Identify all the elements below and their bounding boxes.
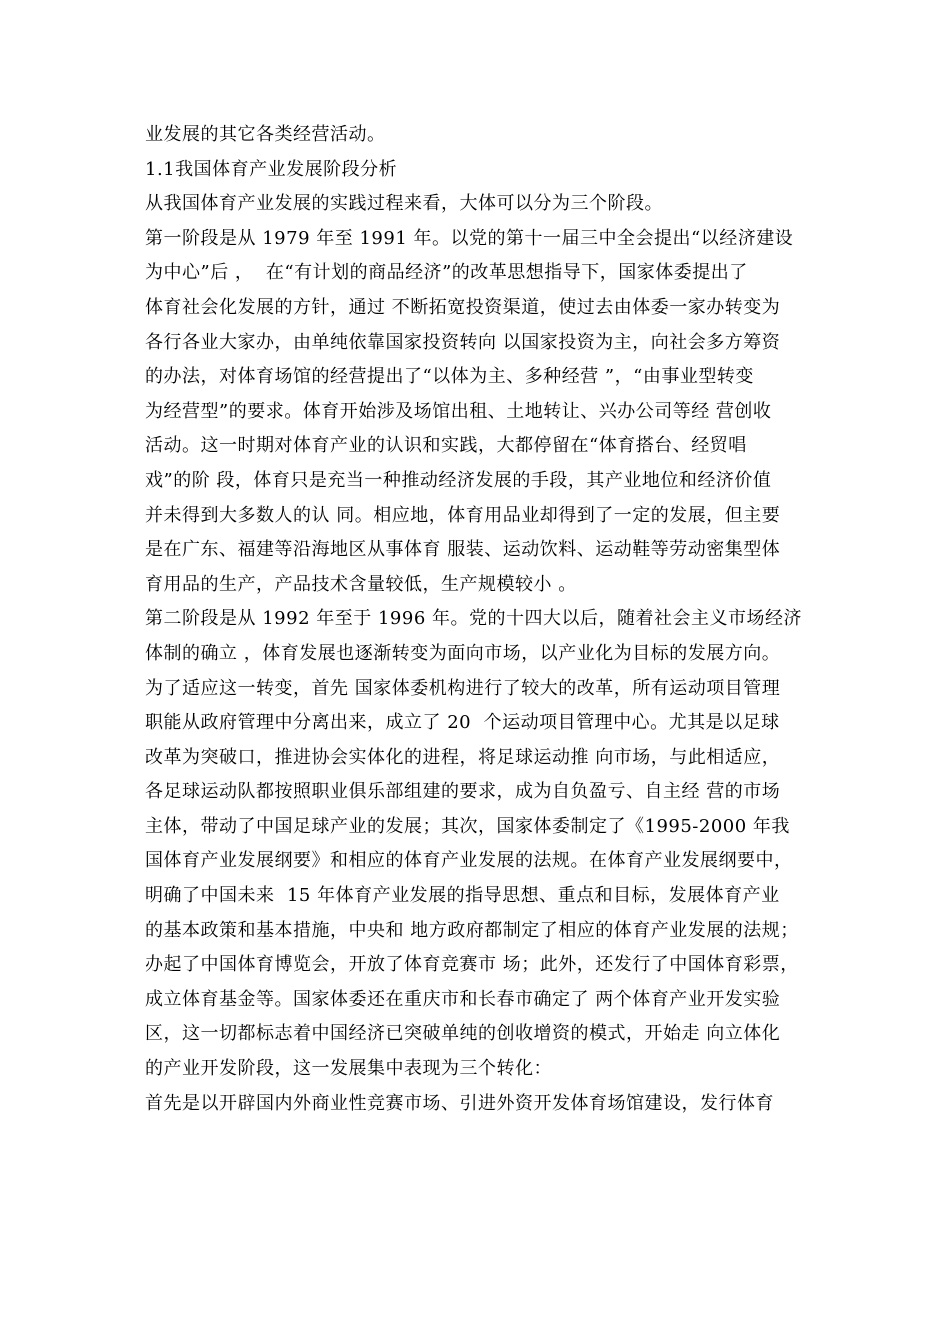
text-line: 各行各业大家办，由单纯依靠国家投资转向 以国家投资为主，向社会多方筹资 <box>145 331 781 353</box>
text-line: 各足球运动队都按照职业俱乐部组建的要求，成为自负盈亏、自主经 营的市场 <box>145 781 781 803</box>
text-line: 是在广东、福建等沿海地区从事体育 服装、运动饮料、运动鞋等劳动密集型体 <box>145 539 781 561</box>
text-line: 体制的确立 ，体育发展也逐渐转变为面向市场，以产业化为目标的发展方向。 <box>145 642 781 664</box>
text-line: 第二阶段是从 1992 年至于 1996 年。党的十四大以后，随着社会主义市场经济 <box>145 608 803 630</box>
text-line: 体育社会化发展的方针，通过 不断拓宽投资渠道，使过去由体委一家办转变为 <box>145 296 781 318</box>
text-line: 为中心”后 ， 在“有计划的商品经济”的改革思想指导下，国家体委提出了 <box>145 262 748 284</box>
text-line: 业发展的其它各类经营活动。 <box>145 124 386 145</box>
text-line: 区，这一切都标志着中国经济已突破单纯的创收增资的模式，开始走 向立体化 <box>145 1023 781 1045</box>
text-line: 办起了中国体育博览会，开放了体育竞赛市 场；此外，还发行了中国体育彩票， <box>145 954 799 976</box>
section-heading: 1.1我国体育产业发展阶段分析 <box>145 158 398 180</box>
text-line: 从我国体育产业发展的实践过程来看，大体可以分为三个阶段。 <box>145 193 663 215</box>
text-line: 为了适应这一转变，首先 国家体委机构进行了较大的改革，所有运动项目管理 <box>145 677 781 699</box>
text-line: 的基本政策和基本措施，中央和 地方政府都制定了相应的体育产业发展的法规； <box>145 919 799 941</box>
text-line: 为经营型”的要求。体育开始涉及场馆出租、土地转让、兴办公司等经 营创收 <box>145 400 772 422</box>
text-line: 活动。这一时期对体育产业的认识和实践，大都停留在“体育搭台、经贸唱 <box>145 435 747 457</box>
text-line: 国体育产业发展纲要》和相应的体育产业发展的法规。在体育产业发展纲要中， <box>145 850 793 872</box>
text-line: 戏”的阶 段，体育只是充当一种推动经济发展的手段，其产业地位和经济价值 <box>145 469 772 491</box>
text-line: 首先是以开辟国内外商业性竞赛市场、引进外资开发体育场馆建设，发行体育 <box>145 1092 774 1114</box>
text-line: 明确了中国未来 15 年体育产业发展的指导思想、重点和目标，发展体育产业 <box>145 885 780 907</box>
text-line: 成立体育基金等。国家体委还在重庆市和长春市确定了 两个体育产业开发实验 <box>145 988 781 1010</box>
text-line: 的办法，对体育场馆的经营提出了“以体为主、多种经营 ”，“由事业型转变 <box>145 366 754 388</box>
text-line: 第一阶段是从 1979 年至 1991 年。以党的第十一届三中全会提出“以经济建设 <box>145 227 794 249</box>
text-line: 改革为突破口，推进协会实体化的进程，将足球运动推 向市场，与此相适应， <box>145 746 781 768</box>
text-line: 职能从政府管理中分离出来，成立了 20 个运动项目管理中心。尤其是以足球 <box>145 712 780 734</box>
text-line: 的产业开发阶段，这一发展集中表现为三个转化： <box>145 1058 552 1080</box>
text-line: 主体，带动了中国足球产业的发展；其次，国家体委制定了《1995-2000 年我 <box>145 815 790 837</box>
text-line: 育用品的生产，产品技术含量较低，生产规模较小 。 <box>145 573 577 595</box>
document-body <box>145 118 815 1121</box>
text-line: 并未得到大多数人的认 同。相应地，体育用品业却得到了一定的发展，但主要 <box>145 504 781 526</box>
